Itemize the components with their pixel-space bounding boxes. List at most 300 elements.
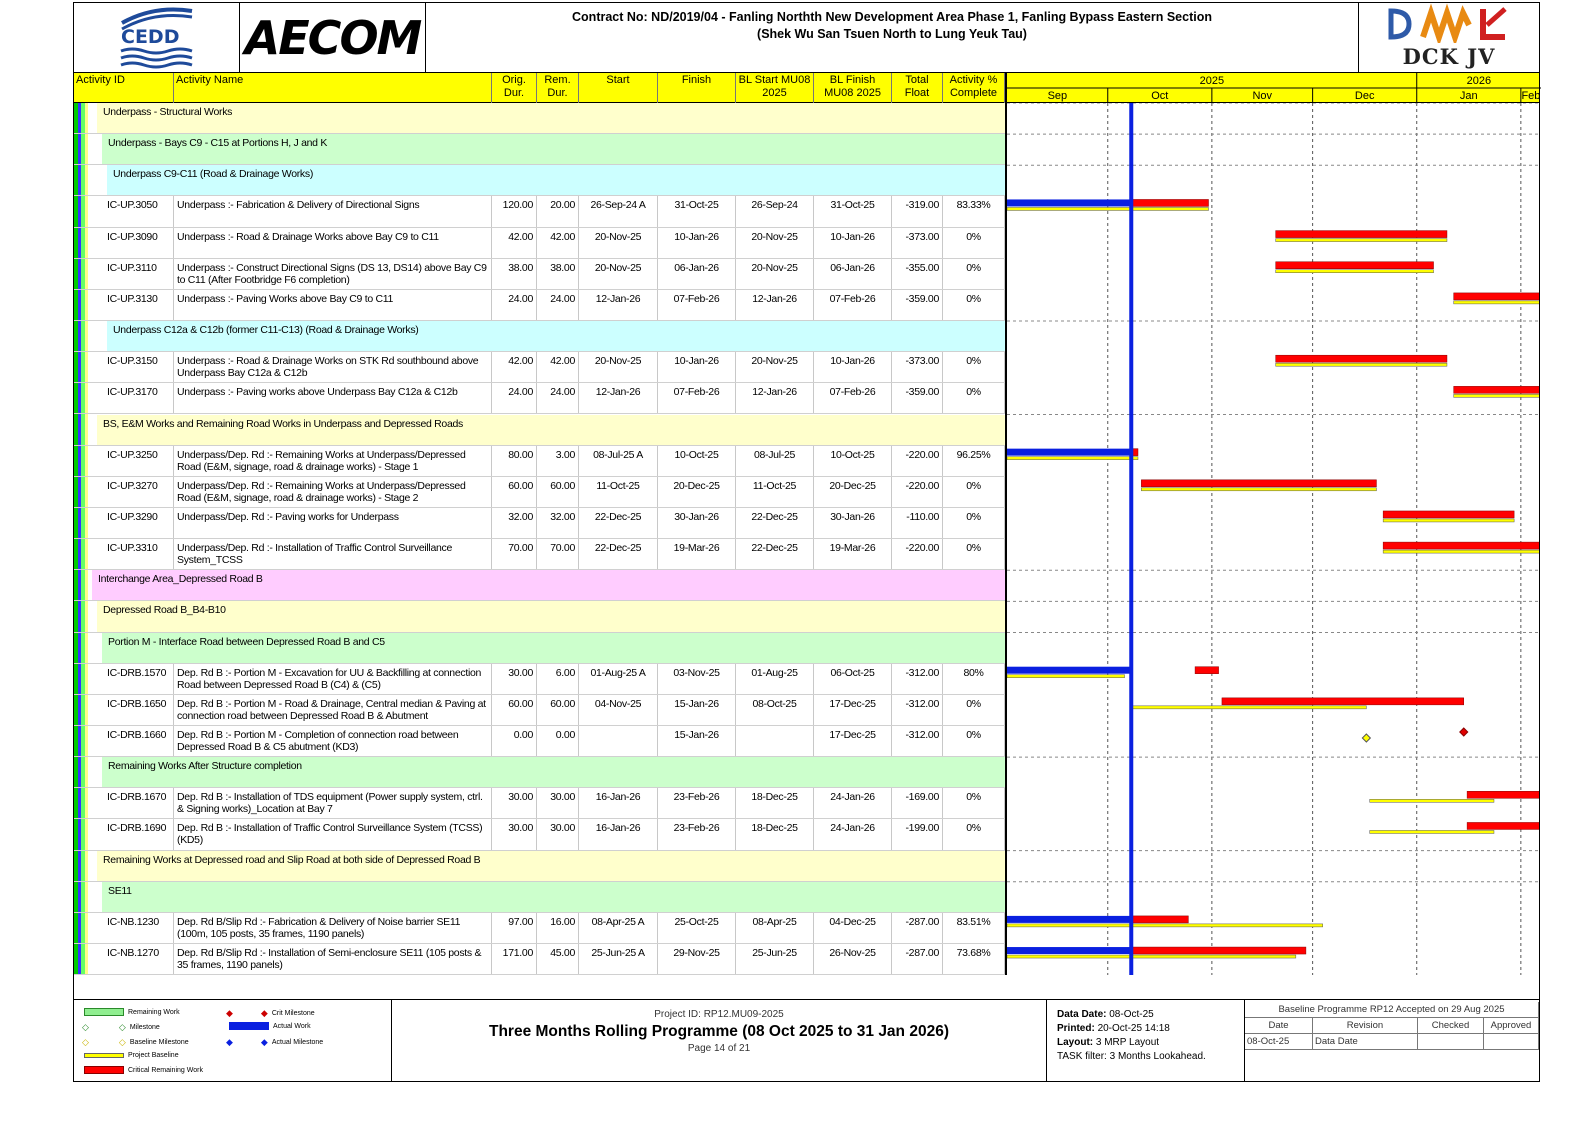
revision-table <box>1245 1000 1539 1082</box>
baseline-bar <box>1370 799 1494 802</box>
cell-orig: 120.00 <box>492 196 537 226</box>
legend-actual-milestone-label: Actual Milestone <box>271 1039 324 1046</box>
cell-id: IC-DRB.1650 <box>104 695 174 725</box>
rev-row-checked <box>1418 1034 1484 1050</box>
cell-rem: 0.00 <box>537 726 579 756</box>
data-date-label: Data Date: <box>1057 1009 1107 1020</box>
activity-row[interactable] <box>74 913 1005 944</box>
cell-float: -312.00 <box>892 695 943 725</box>
legend-actual-milestone <box>226 1037 323 1048</box>
cell-rem: 45.00 <box>537 944 579 974</box>
cell-orig: 24.00 <box>492 383 537 413</box>
cell-float: -287.00 <box>892 944 943 974</box>
wbs-group-label: Portion M - Interface Road between Depressed Road B and C5 <box>108 635 385 648</box>
month-label: Dec <box>1354 90 1375 102</box>
critical-remaining-bar <box>1131 199 1208 206</box>
cell-id: IC-NB.1270 <box>104 944 174 974</box>
wbs-group-label: Underpass - Bays C9 - C15 at Portions H, J and K <box>108 137 328 150</box>
cell-finish: 15-Jan-26 <box>658 695 736 725</box>
cell-finish: 30-Jan-26 <box>658 508 736 538</box>
cell-name: Underpass :- Road & Drainage Works above Bay C9 to C11 <box>174 228 492 258</box>
cell-id: IC-UP.3130 <box>104 290 174 320</box>
cell-start: 04-Nov-25 <box>579 695 658 725</box>
baseline-bar <box>1007 207 1209 210</box>
contract-title <box>426 3 1358 73</box>
cell-id: IC-UP.3310 <box>104 539 174 569</box>
cell-pct: 73.68% <box>943 944 1005 974</box>
cell-rem: 24.00 <box>537 383 579 413</box>
cell-orig: 30.00 <box>492 664 537 694</box>
activity-row[interactable] <box>74 446 1005 477</box>
legend-project-baseline <box>84 1052 179 1059</box>
cell-finish: 25-Oct-25 <box>658 913 736 943</box>
month-label: Nov <box>1252 90 1273 102</box>
cell-name: Dep. Rd B :- Portion M - Excavation for UU & Backfilling at connection Road between Depressed Road B (C4) & (C5) <box>174 664 492 694</box>
wbs-group-row[interactable] <box>74 633 1005 664</box>
cell-pct: 0% <box>943 228 1005 258</box>
layout-value: 3 MRP Layout <box>1095 1037 1160 1048</box>
cell-name: Underpass :- Paving works above Underpass Bay C12a & C12b <box>174 383 492 413</box>
activity-row[interactable] <box>74 290 1005 321</box>
wbs-group-row[interactable] <box>74 415 1005 446</box>
baseline-bar <box>1007 955 1296 958</box>
cell-pct: 0% <box>943 508 1005 538</box>
cell-pct: 83.33% <box>943 196 1005 226</box>
baseline-bar <box>1276 270 1434 273</box>
wbs-group-label: Depressed Road B_B4-B10 <box>103 604 226 617</box>
cell-rem: 38.00 <box>537 259 579 289</box>
cell-rem: 30.00 <box>537 819 579 849</box>
cell-rem: 60.00 <box>537 477 579 507</box>
col-pct-complete[interactable]: Activity % Complete <box>943 73 1005 103</box>
cedd-logo-icon <box>74 3 240 73</box>
month-label: Feb <box>1521 90 1541 102</box>
cell-id: IC-UP.3110 <box>104 259 174 289</box>
cell-rem: 16.00 <box>537 913 579 943</box>
data-date-line <box>1129 103 1133 975</box>
project-baseline-swatch-icon <box>84 1053 124 1058</box>
cell-float: -312.00 <box>892 664 943 694</box>
crit-milestone-icon: ◆ <box>226 1008 233 1018</box>
cell-pct: 0% <box>943 819 1005 849</box>
col-start[interactable]: Start <box>579 73 658 103</box>
cell-start: 26-Sep-24 A <box>579 196 658 226</box>
baseline-bar <box>1007 924 1323 927</box>
page-frame <box>73 2 1540 1082</box>
cell-name: Underpass :- Road & Drainage Works on STK Rd southbound above Underpass Bay C12a & C12b <box>174 352 492 382</box>
col-orig-dur[interactable]: Orig. Dur. <box>492 73 537 103</box>
critical-milestone-marker <box>1460 728 1468 736</box>
cell-blf: 10-Jan-26 <box>814 352 892 382</box>
cell-bls: 12-Jan-26 <box>736 290 814 320</box>
cell-blf: 06-Oct-25 <box>814 664 892 694</box>
year-label-2025: 2025 <box>1199 75 1225 87</box>
cell-name: Dep. Rd B :- Installation of Traffic Control Surveillance System (TCSS) (KD5) <box>174 819 492 849</box>
critical-remaining-swatch-icon <box>84 1066 124 1074</box>
wbs-group-label: Remaining Works at Depressed road and Slip Road at both side of Depressed Road B <box>103 853 481 866</box>
cell-float: -220.00 <box>892 539 943 569</box>
wbs-group-row[interactable] <box>74 601 1005 632</box>
cell-name: Dep. Rd B :- Portion M - Completion of connection road between Depressed Road B & C5 abutment (KD3) <box>174 726 492 756</box>
cell-pct: 83.51% <box>943 913 1005 943</box>
cell-finish: 19-Mar-26 <box>658 539 736 569</box>
cell-orig: 97.00 <box>492 913 537 943</box>
critical-remaining-bar <box>1131 916 1188 923</box>
baseline-bar <box>1454 301 1539 304</box>
dck-logo-text: DCK JV <box>1402 44 1496 69</box>
col-rem-dur[interactable]: Rem. Dur. <box>537 73 579 103</box>
cell-finish: 10-Oct-25 <box>658 446 736 476</box>
contract-title-line2: (Shek Wu San Tsuen North to Lung Yeuk Tau) <box>757 27 1027 41</box>
cedd-logo-text: CEDD <box>121 26 180 48</box>
cell-id: IC-DRB.1670 <box>104 788 174 818</box>
cell-id: IC-UP.3150 <box>104 352 174 382</box>
activity-row[interactable] <box>74 819 1005 850</box>
cell-pct: 0% <box>943 726 1005 756</box>
rev-col-revision: Revision <box>1313 1018 1418 1034</box>
cell-rem: 32.00 <box>537 508 579 538</box>
month-label: Jan <box>1459 90 1478 102</box>
wbs-group-label: Interchange Area_Depressed Road B <box>98 573 263 586</box>
cell-bls <box>736 726 814 756</box>
wbs-group-label: Remaining Works After Structure completion <box>108 760 302 773</box>
cell-bls: 12-Jan-26 <box>736 383 814 413</box>
gantt-chart <box>1005 103 1539 975</box>
baseline-bar <box>1131 706 1366 709</box>
table-header <box>74 73 1005 103</box>
actual-work-swatch-icon <box>229 1022 269 1030</box>
task-filter: TASK filter: 3 Months Lookahead. <box>1057 1051 1206 1062</box>
actual-work-bar <box>1007 667 1131 674</box>
month-label: Oct <box>1151 90 1169 102</box>
year-label-2026: 2026 <box>1466 75 1492 87</box>
layout-label: Layout: <box>1057 1037 1094 1048</box>
cell-start: 08-Apr-25 A <box>579 913 658 943</box>
cell-finish: 03-Nov-25 <box>658 664 736 694</box>
cell-name: Dep. Rd B :- Installation of TDS equipment (Power supply system, ctrl. & Signing works)_Location at Bay 7 <box>174 788 492 818</box>
actual-work-bar <box>1007 916 1131 923</box>
page-header <box>74 3 1539 73</box>
cell-finish: 10-Jan-26 <box>658 352 736 382</box>
baseline-bar <box>1007 675 1125 678</box>
cell-blf: 07-Feb-26 <box>814 290 892 320</box>
legend-crit-milestone <box>226 1008 315 1019</box>
cell-bls: 08-Oct-25 <box>736 695 814 725</box>
wbs-group-row[interactable] <box>74 134 1005 165</box>
cell-orig: 42.00 <box>492 352 537 382</box>
cell-start: 16-Jan-26 <box>579 788 658 818</box>
cell-float: -220.00 <box>892 477 943 507</box>
cell-bls: 22-Dec-25 <box>736 539 814 569</box>
cell-blf: 24-Jan-26 <box>814 819 892 849</box>
legend-critical-remaining-label: Critical Remaining Work <box>128 1066 203 1074</box>
cell-blf: 19-Mar-26 <box>814 539 892 569</box>
wbs-group-row[interactable] <box>74 851 1005 882</box>
cell-bls: 08-Jul-25 <box>736 446 814 476</box>
cell-name: Dep. Rd B/Slip Rd :- Fabrication & Delivery of Noise barrier SE11 (100m, 105 posts, 35 frames, 1190 panels) <box>174 913 492 943</box>
crit-milestone-icon-2: ◆ <box>260 1008 268 1018</box>
cell-id: IC-UP.3270 <box>104 477 174 507</box>
cell-blf: 10-Oct-25 <box>814 446 892 476</box>
cell-orig: 32.00 <box>492 508 537 538</box>
wbs-group-row[interactable] <box>74 103 1005 134</box>
cell-blf: 17-Dec-25 <box>814 726 892 756</box>
col-total-float[interactable]: Total Float <box>892 73 943 103</box>
legend-baseline-milestone-label: Baseline Milestone <box>129 1039 189 1046</box>
baseline-bar <box>1141 488 1376 491</box>
dck-logo <box>1358 3 1539 73</box>
cell-rem: 70.00 <box>537 539 579 569</box>
cell-float: -373.00 <box>892 352 943 382</box>
month-label: Sep <box>1047 90 1068 102</box>
cell-blf: 30-Jan-26 <box>814 508 892 538</box>
cell-pct: 0% <box>943 352 1005 382</box>
cell-pct: 0% <box>943 695 1005 725</box>
critical-remaining-bar <box>1195 667 1219 674</box>
wbs-group-row[interactable] <box>74 165 1005 196</box>
actual-milestone-icon: ◆ <box>226 1037 233 1047</box>
wbs-group-label: Underpass C12a & C12b (former C11-C13) (Road & Drainage Works) <box>113 324 419 337</box>
col-activity-id[interactable]: Activity ID <box>74 73 174 103</box>
wbs-group-row[interactable] <box>74 757 1005 788</box>
legend-critical-remaining <box>84 1066 203 1074</box>
cell-pct: 0% <box>943 259 1005 289</box>
cell-float: -312.00 <box>892 726 943 756</box>
cell-float: -287.00 <box>892 913 943 943</box>
baseline-bar <box>1454 394 1539 397</box>
printed-label: Printed: <box>1057 1023 1095 1034</box>
baseline-milestone-icon: ◇ <box>82 1037 89 1047</box>
activity-table <box>74 103 1005 975</box>
critical-remaining-bar <box>1276 355 1447 362</box>
cell-name: Underpass/Dep. Rd :- Remaining Works at Underpass/Depressed Road (E&M, signage, road & drainage works) - Stage 1 <box>174 446 492 476</box>
cell-orig: 30.00 <box>492 788 537 818</box>
footer-title-block <box>392 1000 1047 1082</box>
cell-float: -319.00 <box>892 196 943 226</box>
cell-finish: 20-Dec-25 <box>658 477 736 507</box>
cell-id: IC-UP.3170 <box>104 383 174 413</box>
activity-row[interactable] <box>74 383 1005 414</box>
baseline-note: Baseline Programme RP12 Accepted on 29 Aug 2025 <box>1245 1002 1539 1018</box>
col-bl-start[interactable]: BL Start MU08 2025 <box>736 73 814 103</box>
rev-row-text: Data Date <box>1313 1034 1418 1050</box>
rev-col-approved: Approved <box>1484 1018 1539 1034</box>
activity-row[interactable] <box>74 944 1005 975</box>
cell-blf: 31-Oct-25 <box>814 196 892 226</box>
project-id: Project ID: RP12.MU09-2025 <box>654 1009 784 1020</box>
rev-col-checked: Checked <box>1418 1018 1484 1034</box>
cell-orig: 171.00 <box>492 944 537 974</box>
cell-bls: 22-Dec-25 <box>736 508 814 538</box>
cell-name: Underpass :- Paving Works above Bay C9 to C11 <box>174 290 492 320</box>
legend-project-baseline-label: Project Baseline <box>128 1052 179 1059</box>
baseline-bar <box>1383 519 1514 522</box>
legend-crit-milestone-label: Crit Milestone <box>271 1010 315 1017</box>
actual-milestone-icon-2: ◆ <box>260 1037 268 1047</box>
cell-rem: 42.00 <box>537 352 579 382</box>
cell-orig: 42.00 <box>492 228 537 258</box>
cell-rem: 30.00 <box>537 788 579 818</box>
wbs-group-row[interactable] <box>74 882 1005 913</box>
contract-title-line1: Contract No: ND/2019/04 - Fanling Northth New Development Area Phase 1, Fanling Bypass Eastern Section <box>572 10 1212 24</box>
cell-start: 22-Dec-25 <box>579 508 658 538</box>
activity-row[interactable] <box>74 228 1005 259</box>
activity-row[interactable] <box>74 352 1005 383</box>
cell-start: 12-Jan-26 <box>579 290 658 320</box>
cell-orig: 60.00 <box>492 695 537 725</box>
cell-finish: 07-Feb-26 <box>658 383 736 413</box>
rev-row-date: 08-Oct-25 <box>1245 1034 1313 1050</box>
activity-row[interactable] <box>74 664 1005 695</box>
wbs-group-row[interactable] <box>74 570 1005 601</box>
cell-orig: 70.00 <box>492 539 537 569</box>
actual-work-bar <box>1007 449 1131 456</box>
cell-finish: 23-Feb-26 <box>658 788 736 818</box>
legend-baseline-milestone <box>82 1037 189 1048</box>
activity-row[interactable] <box>74 196 1005 227</box>
col-bl-finish[interactable]: BL Finish MU08 2025 <box>814 73 892 103</box>
wbs-group-label: Underpass - Structural Works <box>103 106 233 118</box>
cell-blf: 04-Dec-25 <box>814 913 892 943</box>
layout-line <box>1057 1036 1234 1050</box>
baseline-bar <box>1383 550 1539 553</box>
milestone-icon-2: ◇ <box>118 1022 126 1032</box>
cell-float: -373.00 <box>892 228 943 258</box>
critical-remaining-bar <box>1454 293 1539 300</box>
activity-row[interactable] <box>74 259 1005 290</box>
cell-rem: 60.00 <box>537 695 579 725</box>
critical-remaining-bar <box>1131 947 1306 954</box>
cell-start: 11-Oct-25 <box>579 477 658 507</box>
legend <box>74 1000 392 1082</box>
cell-id: IC-DRB.1660 <box>104 726 174 756</box>
cell-orig: 60.00 <box>492 477 537 507</box>
col-finish[interactable]: Finish <box>658 73 736 103</box>
cell-start: 20-Nov-25 <box>579 352 658 382</box>
cell-orig: 38.00 <box>492 259 537 289</box>
cell-finish: 29-Nov-25 <box>658 944 736 974</box>
page-footer <box>74 999 1539 1081</box>
cell-bls: 20-Nov-25 <box>736 352 814 382</box>
activity-row[interactable] <box>74 477 1005 508</box>
cell-id: IC-UP.3050 <box>104 196 174 226</box>
critical-remaining-bar <box>1467 822 1539 829</box>
legend-actual-work-label: Actual Work <box>273 1022 311 1030</box>
wbs-group-row[interactable] <box>74 321 1005 352</box>
cell-bls: 25-Jun-25 <box>736 944 814 974</box>
critical-remaining-bar <box>1454 386 1539 393</box>
cell-bls: 18-Dec-25 <box>736 819 814 849</box>
cell-name: Underpass/Dep. Rd :- Installation of Traffic Control Surveillance System_TCSS <box>174 539 492 569</box>
critical-remaining-bar <box>1276 231 1447 238</box>
cell-rem: 42.00 <box>537 228 579 258</box>
actual-work-bar <box>1007 199 1131 206</box>
cell-start: 25-Jun-25 A <box>579 944 658 974</box>
critical-remaining-bar <box>1467 791 1539 798</box>
cell-float: -359.00 <box>892 383 943 413</box>
cell-bls: 18-Dec-25 <box>736 788 814 818</box>
baseline-milestone-icon-2: ◇ <box>118 1037 126 1047</box>
activity-row[interactable] <box>74 539 1005 570</box>
rev-col-date: Date <box>1245 1018 1313 1034</box>
cell-pct: 0% <box>943 788 1005 818</box>
cell-start: 08-Jul-25 A <box>579 446 658 476</box>
cell-name: Underpass/Dep. Rd :- Paving works for Underpass <box>174 508 492 538</box>
cell-finish: 23-Feb-26 <box>658 819 736 849</box>
cell-name: Dep. Rd B/Slip Rd :- Installation of Semi-enclosure SE11 (105 posts & 35 frames, 1190 panels) <box>174 944 492 974</box>
cell-float: -355.00 <box>892 259 943 289</box>
cell-id: IC-UP.3290 <box>104 508 174 538</box>
cell-finish: 15-Jan-26 <box>658 726 736 756</box>
cell-bls: 20-Nov-25 <box>736 228 814 258</box>
baseline-bar <box>1007 457 1138 460</box>
cell-rem: 6.00 <box>537 664 579 694</box>
cell-blf: 17-Dec-25 <box>814 695 892 725</box>
activity-row[interactable] <box>74 788 1005 819</box>
legend-remaining <box>84 1008 180 1016</box>
cell-start: 22-Dec-25 <box>579 539 658 569</box>
legend-milestone <box>82 1022 160 1033</box>
page-number: Page 14 of 21 <box>687 1043 751 1054</box>
cell-float: -110.00 <box>892 508 943 538</box>
cell-finish: 10-Jan-26 <box>658 228 736 258</box>
cell-pct: 0% <box>943 383 1005 413</box>
programme-title: Three Months Rolling Programme (08 Oct 2025 to 31 Jan 2026) <box>489 1023 949 1040</box>
activity-row[interactable] <box>74 695 1005 726</box>
cell-id: IC-DRB.1570 <box>104 664 174 694</box>
dck-logo-icon <box>1359 3 1540 43</box>
activity-row[interactable] <box>74 726 1005 757</box>
cell-blf: 07-Feb-26 <box>814 383 892 413</box>
cell-pct: 80% <box>943 664 1005 694</box>
cell-start <box>579 726 658 756</box>
cell-name: Underpass/Dep. Rd :- Remaining Works at Underpass/Depressed Road (E&M, signage, road & drainage works) - Stage 2 <box>174 477 492 507</box>
cell-float: -359.00 <box>892 290 943 320</box>
cell-start: 16-Jan-26 <box>579 819 658 849</box>
cedd-logo <box>74 3 240 73</box>
critical-remaining-bar <box>1276 262 1434 269</box>
wbs-group-label: BS, E&M Works and Remaining Road Works in Underpass and Depressed Roads <box>103 417 463 430</box>
legend-milestone-label: Milestone <box>129 1024 160 1031</box>
milestone-icon: ◇ <box>82 1022 89 1032</box>
cell-finish: 06-Jan-26 <box>658 259 736 289</box>
cell-pct: 0% <box>943 290 1005 320</box>
cell-finish: 31-Oct-25 <box>658 196 736 226</box>
cell-bls: 26-Sep-24 <box>736 196 814 226</box>
cell-id: IC-DRB.1690 <box>104 819 174 849</box>
remaining-swatch-icon <box>84 1008 124 1016</box>
legend-actual-work <box>229 1022 311 1030</box>
cell-rem: 20.00 <box>537 196 579 226</box>
wbs-group-label: Underpass C9-C11 (Road & Drainage Works) <box>113 168 314 181</box>
col-activity-name[interactable]: Activity Name <box>174 73 492 103</box>
cell-float: -169.00 <box>892 788 943 818</box>
cell-name: Underpass :- Construct Directional Signs (DS 13, DS14) above Bay C9 to C11 (After Footbridge F6 completion) <box>174 259 492 289</box>
actual-work-bar <box>1007 947 1131 954</box>
baseline-bar <box>1276 239 1447 242</box>
cell-bls: 08-Apr-25 <box>736 913 814 943</box>
cell-float: -199.00 <box>892 819 943 849</box>
activity-row[interactable] <box>74 508 1005 539</box>
baseline-milestone-marker <box>1362 734 1370 742</box>
cell-id: IC-UP.3090 <box>104 228 174 258</box>
cell-rem: 24.00 <box>537 290 579 320</box>
printed-value: 20-Oct-25 14:18 <box>1097 1023 1170 1034</box>
data-date-value: 08-Oct-25 <box>1109 1009 1154 1020</box>
baseline-bar <box>1370 830 1494 833</box>
cell-finish: 07-Feb-26 <box>658 290 736 320</box>
data-date-line <box>1057 1008 1234 1022</box>
